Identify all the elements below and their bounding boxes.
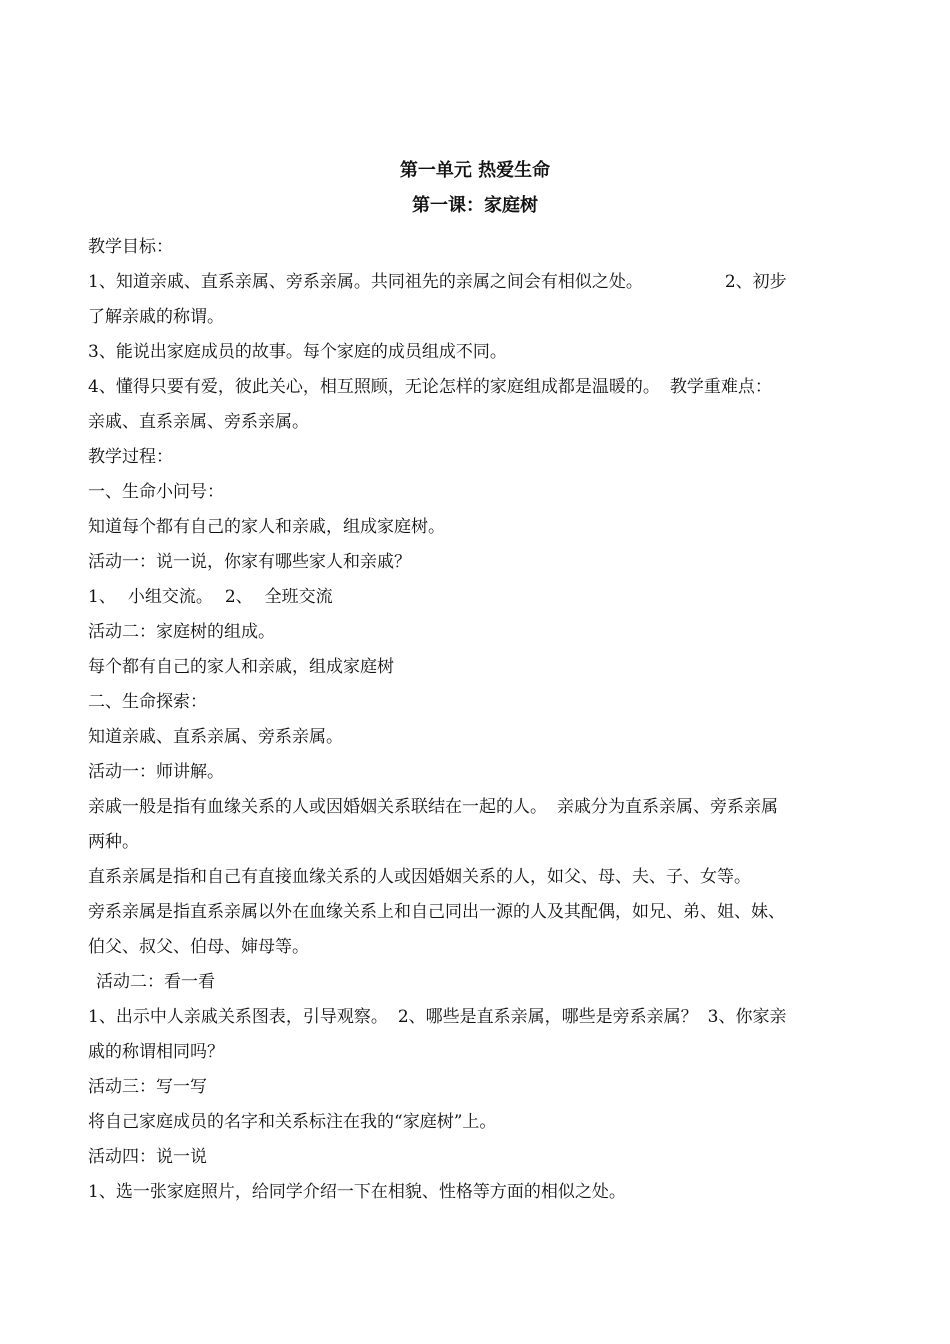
text-run: 1、 <box>88 587 116 607</box>
paragraph-line <box>88 265 864 300</box>
paragraph-line: 将自己家庭成员的名字和关系标注在我的“家庭树”上。 <box>88 1112 497 1132</box>
paragraph-line: 教学过程： <box>88 447 173 467</box>
text-run: 1、知道亲戚、直系亲属、旁系亲属。共同祖先的亲属之间会有相似之处。 <box>88 272 643 292</box>
paragraph-line: 活动三：写一写 <box>88 1077 207 1097</box>
paragraph-line: 活动二：家庭树的组成。 <box>88 622 275 642</box>
paragraph-line: 伯父、叔父、伯母、婶母等。 <box>88 937 309 957</box>
paragraph-line: 一、生命小问号： <box>88 482 224 502</box>
paragraph-line: 旁系亲属是指直系亲属以外在血缘关系上和自己同出一源的人及其配偶，如兄、弟、姐、妹、 <box>88 902 785 922</box>
paragraph-line: 1、选一张家庭照片，给同学介绍一下在相貌、性格等方面的相似之处。 <box>88 1182 626 1202</box>
text-run: 1、出示中人亲戚关系图表，引导观察。 <box>88 1007 388 1027</box>
paragraph-line: 3、能说出家庭成员的故事。每个家庭的成员组成不同。 <box>88 342 507 362</box>
paragraph-line: 了解亲戚的称谓。 <box>88 307 224 327</box>
paragraph-line <box>88 580 864 615</box>
text-run: 2、哪些是直系亲属，哪些是旁系亲属？ <box>397 1007 698 1027</box>
unit-title: 第一单元 热爱生命 <box>399 160 551 181</box>
text-run: 2、初步 <box>724 272 787 292</box>
paragraph-line: 每个都有自己的家人和亲戚，组成家庭树 <box>88 657 394 677</box>
text-run: 3、你家亲 <box>707 1007 787 1027</box>
paragraph-line <box>88 370 864 405</box>
paragraph-line: 知道亲戚、直系亲属、旁系亲属。 <box>88 727 343 747</box>
paragraph-line <box>88 1000 864 1035</box>
paragraph-line: 活动一：师讲解。 <box>88 762 224 782</box>
paragraph-line: 戚的称谓相同吗？ <box>88 1042 224 1062</box>
paragraph-line: 活动四：说一说 <box>88 1147 207 1167</box>
paragraph-line: 活动二：看一看 <box>96 972 215 992</box>
paragraph-line: 知道每个都有自己的家人和亲戚，组成家庭树。 <box>88 517 445 537</box>
document-body <box>88 230 864 1210</box>
lesson-title: 第一课：家庭树 <box>412 195 538 216</box>
text-run: 全班交流 <box>264 587 333 607</box>
paragraph-line: 直系亲属是指和自己有直接血缘关系的人或因婚姻关系的人，如父、母、夫、子、女等。 <box>88 867 751 887</box>
paragraph-line: 两种。 <box>88 832 139 852</box>
text-run: 4、懂得只要有爱，彼此关心，相互照顾，无论怎样的家庭组成都是温暖的。 <box>88 377 660 397</box>
paragraph-line: 活动一：说一说，你家有哪些家人和亲戚？ <box>88 552 411 572</box>
text-run: 亲戚分为直系亲属、旁系亲属 <box>557 797 778 817</box>
paragraph-line: 教学目标： <box>88 237 173 257</box>
text-run: 亲戚一般是指有血缘关系的人或因婚姻关系联结在一起的人。 <box>88 797 547 817</box>
paragraph-line: 二、生命探索： <box>88 692 207 712</box>
text-run: 教学重难点： <box>669 377 772 397</box>
text-run: 小组交流。 <box>127 587 213 607</box>
text-run: 2、 <box>224 587 253 607</box>
paragraph-line: 亲戚、直系亲属、旁系亲属。 <box>88 412 309 432</box>
paragraph-line <box>88 790 864 825</box>
